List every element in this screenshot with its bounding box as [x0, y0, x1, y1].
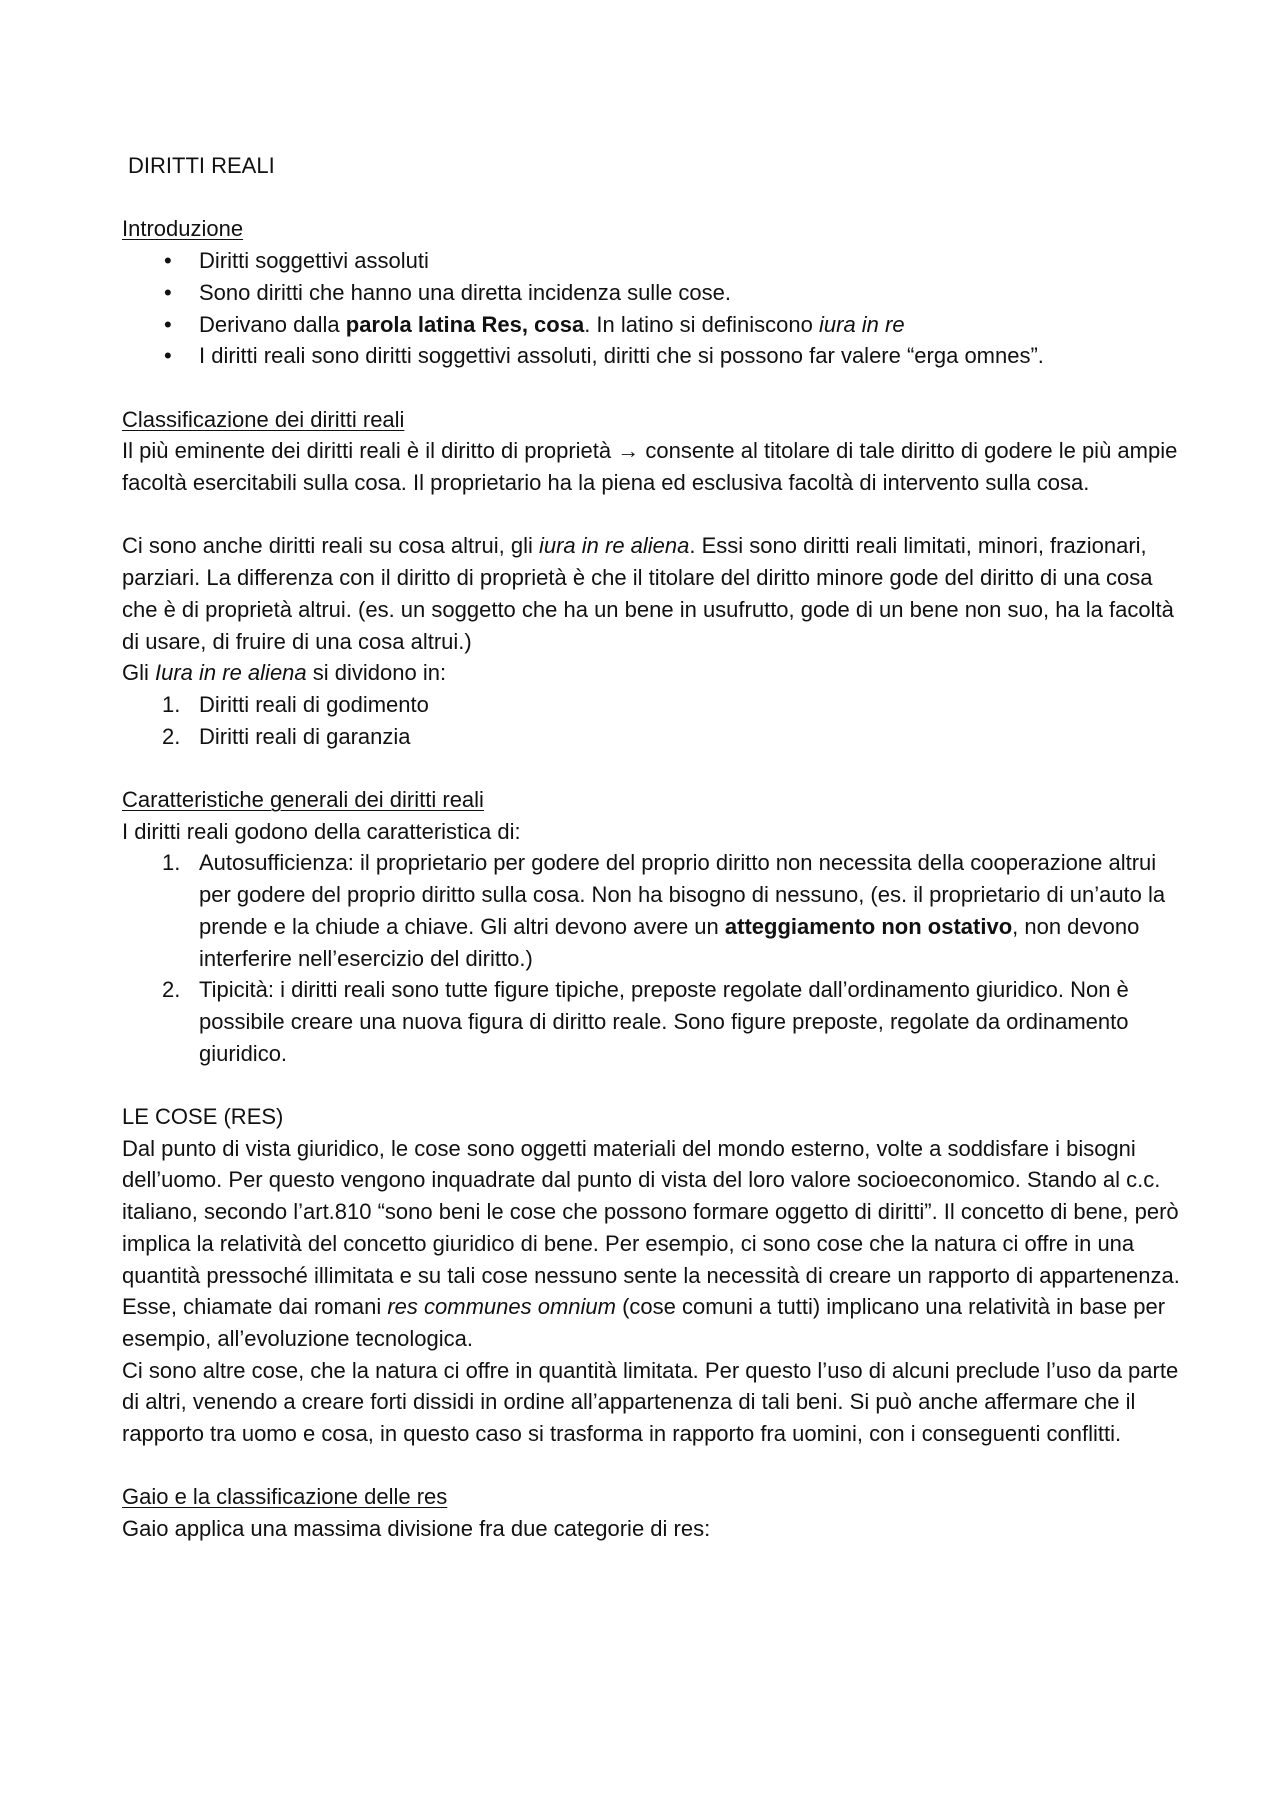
paragraph [122, 1133, 1182, 1355]
list-item-text-mid: . In latino si definiscono [584, 311, 819, 337]
section-gaio [122, 1481, 1182, 1544]
section-heading-gaio: Gaio e la classificazione delle res [122, 1484, 448, 1510]
paragraph-italic: res communes omnium [387, 1294, 616, 1320]
list-number: 2. [162, 723, 181, 749]
paragraph: Gaio applica una massima divisione fra due categorie di res: [122, 1516, 711, 1542]
paragraph-text: Ci sono anche diritti reali su cosa altrui, gli [122, 533, 539, 559]
paragraph [122, 530, 1182, 657]
paragraph-text: . Essi sono diritti reali limitati, minori, frazionari, parziari. La differenza con il diritto di proprietà è che il titolare del diritto minore gode del diritto di una cosa che è di proprietà altrui. (es. un soggetto che ha un bene in usufrutto, gode di un bene non suo, ha la facoltà di usare, di fruire di una cosa altrui.) [122, 533, 1174, 654]
list-item [122, 974, 1182, 1069]
list-item [122, 277, 1182, 309]
list-number: 1. [162, 850, 181, 876]
paragraph-text: si dividono in: [306, 660, 447, 686]
list-number: 1. [162, 691, 181, 717]
bullet-icon: • [164, 343, 172, 369]
list-item-text: Tipicità: i diritti reali sono tutte figure tipiche, preposte regolate dall’ordinamento giuridico. Non è possibile creare una nuova figura di diritto reale. Sono figure preposte, regolate da ordinamento giuridico. [199, 977, 1129, 1066]
bullet-icon: • [164, 279, 172, 305]
section-classificazione [122, 404, 1182, 753]
paragraph-text: (cose comuni a tutti) implicano una relatività in base per esempio, all’evoluzione tecnologica. [122, 1294, 1166, 1351]
list-item [122, 340, 1182, 372]
list-item [122, 245, 1182, 277]
list-item-text-bold: atteggiamento non ostativo [724, 913, 1013, 939]
list-item-text-pre: Derivano dalla [199, 311, 346, 337]
section-introduzione [122, 213, 1182, 372]
bullet-icon: • [164, 311, 172, 337]
blank-line [122, 182, 1182, 214]
paragraph-italic: iura in re aliena [538, 533, 690, 559]
section-heading-le-cose: LE COSE (RES) [122, 1104, 284, 1130]
list-item-text: Diritti soggettivi assoluti [199, 248, 429, 274]
intro-bullet-list [122, 245, 1182, 372]
list-item-text-italic: iura in re [819, 311, 905, 337]
section-heading-introduzione: Introduzione [122, 216, 244, 242]
paragraph: Il più eminente dei diritti reali è il diritto di proprietà → consente al titolare di tale diritto di godere le più ampie facoltà esercitabili sulla cosa. Il proprietario ha la piena ed esclusiva facoltà di intervento sulla cosa. [122, 438, 1178, 495]
list-item-text: Diritti reali di godimento [199, 691, 429, 717]
paragraph: I diritti reali godono della caratteristica di: [122, 818, 521, 844]
document-title: DIRITTI REALI [128, 153, 275, 178]
iura-numbered-list [122, 689, 1182, 752]
list-item-text-bold: parola latina Res, cosa [345, 311, 585, 337]
paragraph-italic: Iura in re aliena [155, 660, 307, 686]
section-caratteristiche [122, 784, 1182, 1069]
list-item-text-post: , non devono interferire nell’esercizio del diritto.) [199, 913, 1140, 971]
paragraph: Ci sono altre cose, che la natura ci offre in quantità limitata. Per questo l’uso di alcuni preclude l’uso da parte di altri, venendo a creare forti dissidi in ordine all’appartenenza di tali beni. Si può anche affermare che il rapporto tra uomo e cosa, in questo caso si trasforma in rapporto fra uomini, con i conseguenti conflitti. [122, 1357, 1179, 1447]
list-item [122, 689, 1182, 721]
list-item [122, 847, 1182, 974]
list-item-text: I diritti reali sono diritti soggettivi assoluti, diritti che si possono far valere “erga omnes”. [199, 343, 1044, 369]
blank-line [122, 499, 1182, 531]
list-number: 2. [162, 977, 181, 1003]
blank-line [122, 1450, 1182, 1482]
bullet-icon: • [164, 248, 172, 274]
paragraph-text: Dal punto di vista giuridico, le cose sono oggetti materiali del mondo esterno, volte a soddisfare i bisogni dell’uomo. Per questo vengono inquadrate dal punto di vista del loro valore socioeconomico. Stando al c.c. italiano, secondo l’art.810 “sono beni le cose che possono formare oggetto di diritti”. Il concetto di bene, però implica la relatività del concetto giuridico di bene. Per esempio, ci sono cose che la natura ci offre in una quantità pressoché illimitata e su tali cose nessuno sente la necessità di creare un rapporto di appartenenza. Esse, chiamate dai romani [122, 1135, 1180, 1320]
list-item-text-pre: Autosufficienza: il proprietario per godere del proprio diritto non necessita della cooperazione altrui per godere del proprio diritto sulla cosa. Non ha bisogno di nessuno, (es. il proprietario di un’auto la prende e la chiude a chiave. Gli altri devono avere un [199, 850, 1166, 939]
section-heading-classificazione: Classificazione dei diritti reali [122, 406, 405, 432]
list-item-text: Diritti reali di garanzia [199, 723, 411, 749]
document-page [122, 150, 1182, 1545]
section-heading-caratteristiche: Caratteristiche generali dei diritti reali [122, 787, 484, 812]
caratteristiche-numbered-list [122, 847, 1182, 1069]
list-item [122, 309, 1182, 341]
blank-line [122, 752, 1182, 784]
list-item [122, 721, 1182, 753]
blank-line [122, 1069, 1182, 1101]
list-item-text: Sono diritti che hanno una diretta incidenza sulle cose. [199, 279, 732, 305]
blank-line [122, 372, 1182, 404]
paragraph-text: Gli [122, 660, 155, 686]
paragraph [122, 657, 1182, 689]
section-le-cose [122, 1101, 1182, 1450]
